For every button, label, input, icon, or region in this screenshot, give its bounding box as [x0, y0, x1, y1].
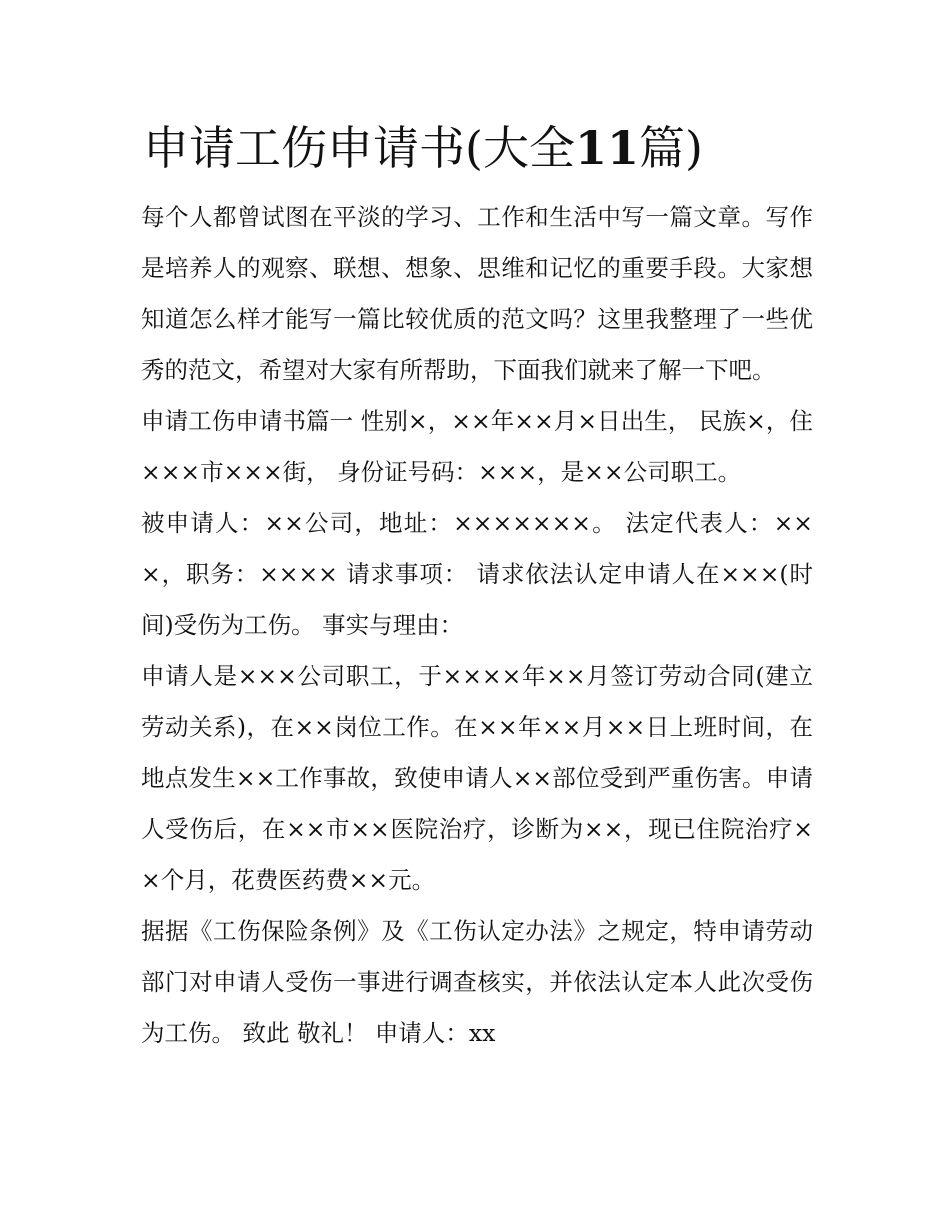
- paragraph-facts: 申请人是×××公司职工，于××××年××月签订劳动合同(建立劳动关系)，在××岗位工作。在××年××月××日上班时间，在地点发生××工作事故，致使申请人××部位受到严重伤害。申请人受伤后，在××市××医院治疗，诊断为××，现已住院治疗××个月，花费医药费××元。: [141, 662, 813, 894]
- paragraph-closing: 据据《工伤保险条例》及《工伤认定办法》之规定，特申请劳动部门对申请人受伤一事进行调查核实，并依法认定本人此次受伤为工伤。 致此 敬礼！ 申请人：xx: [141, 917, 813, 1047]
- paragraph-intro: 每个人都曾试图在平淡的学习、工作和生活中写一篇文章。写作是培养人的观察、联想、想象、思维和记忆的重要手段。大家想知道怎么样才能写一篇比较优质的范文吗？这里我整理了一些优秀的范文，希望对大家有所帮助，下面我们就来了解一下吧。: [141, 203, 813, 384]
- title-suffix: 篇): [638, 121, 703, 175]
- document-body: [141, 116, 813, 1059]
- document-title: [143, 116, 813, 180]
- paragraph-respondent-info: 被申请人：××公司，地址：×××××××。 法定代表人：×××，职务：×××× 请求事项： 请求依法认定申请人在×××(时间)受伤为工伤。 事实与理由：: [141, 509, 813, 639]
- title-number: 11: [574, 121, 639, 175]
- paragraph-applicant-info: 申请工伤申请书篇一 性别×，××年××月×日出生， 民族×，住×××市×××街， 身份证号码：×××，是××公司职工。: [141, 407, 813, 486]
- title-prefix: 申请工伤申请书(大全: [143, 121, 575, 175]
